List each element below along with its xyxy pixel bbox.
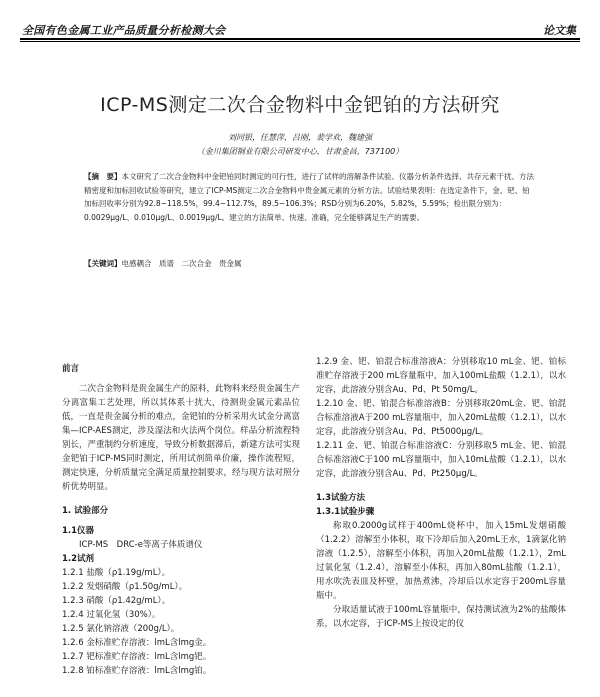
procedure-text-2: 分取适量试液于100mL容量瓶中，保持测试液为2%的盐酸体系，以水定容，于ICP-MS上按设定的仪 bbox=[316, 605, 566, 629]
header-rule bbox=[20, 38, 580, 40]
section-1-2-heading: 1.2试剂 bbox=[62, 554, 95, 564]
reagent-item: 1.2.8 铂标准贮存溶液：lmL含lmg铂。 bbox=[62, 666, 212, 676]
instrument-text: ICP-MS DRC-e等离子体质谱仪 bbox=[79, 540, 203, 550]
section-1-3-1-heading: 1.3.1试验步骤 bbox=[316, 507, 375, 517]
section-1-3-heading: 1.3试验方法 bbox=[316, 493, 366, 503]
right-column bbox=[316, 355, 566, 631]
keywords-text: 电感耦合 质谱 二次合金 贵金属 bbox=[121, 259, 242, 268]
procedure-text: 称取0.2000g试样于400mL烧杯中，加入15mL发烟硝酸（1.2.2）溶解至小体积，取下冷却后加入20mL王水，1滴氯化钠溶液（1.2.5），溶解至小体积，再加入20mL盐酸（1.2.1），2mL过氧化氢（1.2.4），溶解至小体积，再加入80mL盐酸（1.2.1），用水吹洗表皿及杯壁，加热煮沸，冷却后以水定容于200mL容量瓶中。 bbox=[316, 521, 566, 601]
abstract-label: 【摘 要】 bbox=[84, 172, 122, 181]
reagent-item: 1.2.7 钯标准贮存溶液：lmL含lmg钯。 bbox=[62, 652, 212, 662]
reagent-item: 1.2.1 盐酸（ρ1.19g/mL）。 bbox=[62, 568, 171, 578]
paper-title: ICP-MS测定二次合金物料中金钯铂的方法研究 bbox=[100, 94, 500, 116]
paper-authors: 刘同银，任慧萍，吕刚，裴学欢，魏建强 bbox=[228, 133, 372, 142]
section-1-1-heading: 1.1仪器 bbox=[62, 526, 95, 536]
keywords-label: 【关键词】 bbox=[84, 259, 122, 268]
section-name: 论文集 bbox=[543, 24, 576, 37]
section-1-heading: 1. 试验部分 bbox=[62, 506, 109, 516]
header-rule-thin bbox=[20, 41, 580, 42]
paragraph-1-2-11: 1.2.11 金、钯、铂混合标准溶液C：分别移取5 mL金、钯、铂混合标准溶液C于100 mL容量瓶中，加入10mL盐酸（1.2.1），以水定容，此溶液分别含Au、Pd、Pt250μg/L。 bbox=[316, 441, 566, 479]
reagent-item: 1.2.4 过氧化氢（30%）。 bbox=[62, 610, 161, 620]
keywords bbox=[84, 258, 536, 269]
abstract bbox=[84, 170, 536, 224]
journal-name: 全国有色金属工业产品质量分析检测大会 bbox=[22, 24, 226, 37]
reagent-item: 1.2.3 硝酸（ρ1.42g/mL）。 bbox=[62, 596, 171, 606]
abstract-text: 本文研究了二次合金物料中金钯铂同时测定的可行性，进行了试样的溶解条件试验、仪器分析条件选择、共存元素干扰、方法精密度和加标回收试验等研究，建立了ICP-MS测定二次合金物料中贵金属元素的分析方法。试验结果表明：在选定条件下，金、钯、铂加标回收率分别为92.8~118.5%，99.4~112.7%，89.5~106.3%；RSD分别为6.20%，5.82%，5.59%；检出限分别为：0.0029μg/L、0.010μg/L、0.0019μg/L。建立的方法简单、快速、准确，完全能够满足生产的需要。 bbox=[84, 172, 534, 222]
reagent-item: 1.2.2 发烟硝酸（ρ1.50g/mL）。 bbox=[62, 582, 188, 592]
paragraph-1-2-9: 1.2.9 金、钯、铂混合标准溶液A：分别移取10 mL金、钯、铂标准贮存溶液于200 mL容量瓶中，加入100mL盐酸（1.2.1），以水定容，此溶液分别含Au、Pd、Pt 50mg/L。 bbox=[316, 357, 566, 395]
preface-heading: 前言 bbox=[62, 364, 80, 374]
reagent-item: 1.2.6 金标准贮存溶液：lmL含lmg金。 bbox=[62, 638, 212, 648]
preface-text: 二次合金物料是贵金属生产的原料，此物料来经贵金属生产分离富集工艺处理，所以其体系十扰大，待测贵金属元素品位低，一直是贵金属分析的难点，金钯铂的分析采用火试金分离富集—ICP-AES测定，涉及湿法和火法两个岗位。样品分析流程特别长，严重制约分析速度，导致分析数据滞后，新建方法可实现金钯铂于ICP-MS同时测定，所用试剂简单价廉，操作流程短，测定快速，分析质量完全满足质量控制要求，经与现方法对照分析优势明显。 bbox=[62, 384, 301, 492]
paragraph-1-2-10: 1.2.10 金、钯、铂混合标准溶液B：分别移取20mL金、钯、铂混合标准溶液A于200 mL容量瓶中，加入20mL盐酸（1.2.1），以水定容，此溶液分别含Au、Pd、Pt5000μg/L。 bbox=[316, 399, 566, 437]
paper-affiliation: （金川集团铜业有限公司研发中心，甘肃金昌，737100） bbox=[196, 147, 404, 156]
left-column bbox=[62, 362, 300, 678]
reagent-item: 1.2.5 氯化钠溶液（200g/L）。 bbox=[62, 624, 180, 634]
